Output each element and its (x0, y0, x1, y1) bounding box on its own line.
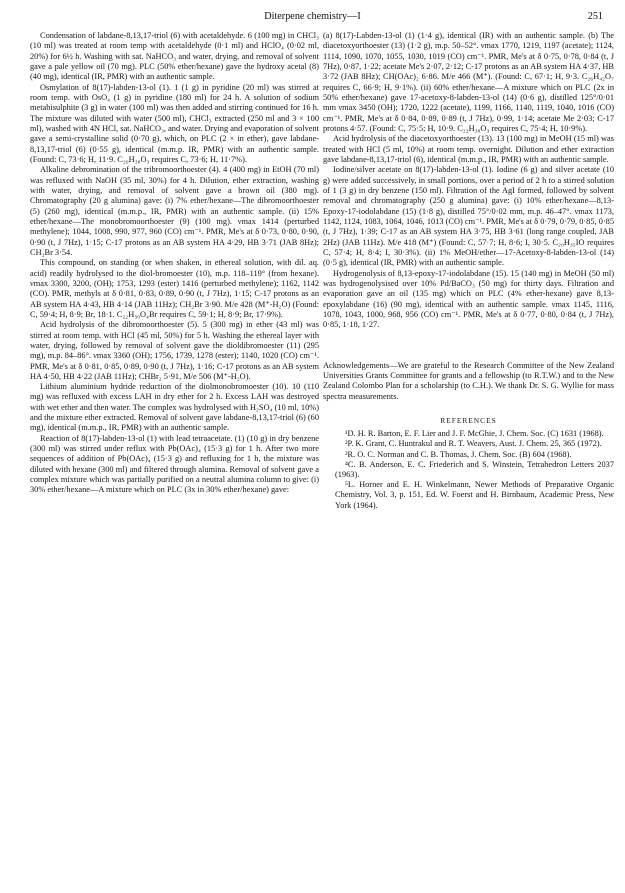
references-heading: REFERENCES (440, 415, 497, 425)
acknowledgements: Acknowledgements—We are grateful to the Research Committee of the New Zealand Universities Grants Committee for grants and a fellowship (to R.T.W.) and to the New Zealand Colombo Plan for a scholarship (to C.H.). We thank Dr. S. G. Wyllie for mass spectra measurements. (323, 360, 614, 401)
reference-item: ¹D. H. R. Barton, E. F. Lier and J. F. McGhie, J. Chem. Soc. (C) 1631 (1968). (345, 429, 604, 439)
reference-item: ⁵L. Horner and E. H. Winkelmann, Newer Methods of Preparative Organic Chemistry, Vol. 3, p. 151, Ed. W. Foerst and H. Birnbaum, Academic Press, New York (1964). (335, 480, 614, 510)
section-gap (323, 331, 614, 361)
running-title: Diterpene chemistry—I (264, 11, 361, 22)
running-header (0, 11, 625, 27)
paragraph: Reaction of 8(17)-labden-13-ol (1) with lead tetraacetate. (1) (10 g) in dry benzene (300 ml) was stirred under reflux with Pb(OAc)₄ (15·3 g) for 1 h. After two more sequences of addition of Pb(OAc)₄ (15·3 g) and refluxing for 1 h, the mixture was diluted with hexane (300 ml) and filtered through alumina. Removal of solvent gave a complex mixture which was partially purified on a neutral alumina column to give: (i) 30% ether/hexane—A mixture which on PLC (3x in 30% ether/hexane) gave: (30, 433, 319, 495)
paragraph: (a) 8(17)-Labden-13-ol (1) (1·4 g), identical (IR) with an authentic sample. (b) The diacetoxyorthoester (13) (1·2 g), m.p. 50–52°. νmax 1770, 1219, 1197 (acetate); 1124, 1114, 1090, 1070, 1055, 1030, 1019 (CO) cm⁻¹. PMR, Me's at δ 0·75, 0·78, 0·84 (t, J 7Hz), 0·87, 1·22; acetate Me's 2·07, 2·12; C-17 protons as an AB system HA 4·37, HB 3·72 (JAB 8Hz); CH(OAc)₂ 6·86. M/e 466 (M⁺). (Found: C, 67·1; H, 9·3. C₂₆H₄₂O₇ requires C, 66·9; H, 9·1%). (ii) 60% ether/hexane—A mixture which on PLC (2x in 50% ether/hexane) gave 17-acetoxy-8-labden-13-ol (14) (0·6 g), distilled 125°/0·01 mm νmax 3450 (OH); 1720, 1222 (acetate), 1199, 1166, 1140, 1119, 1040, 1016 (CO) cm⁻¹. PMR, Me's at δ 0·84, 0·89, 0·89 (t, J 7Hz), 0·99, 1·14; acetate Me 2·03; C-17 protons 4·57. (Found: C, 75·5; H, 10·9. C₂₂H₃₈O₃ requires C, 75·4; H, 10·9%). (323, 31, 614, 133)
paragraph: This compound, on standing (or when shaken, in ethereal solution, with dil. aq. acid) readily hydrolysed to the diol-bromoester (10), m.p. 118–119° (from hexane). νmax 3300, 3200, (OH); 1753, 1293 (ester) 1416 (perturbed methylene); 1162, 1142 (CO). PMR, methyls at δ 0·81, 0·83, 0·89, 0·90 (t, J 7Hz), 1·15; C-17 protons as an AB system HA 4·43, HB 4·14 (JAB 11Hz); CH₂Br 3·90. M/e 428 (M⁺-H₂O) (Found: C, 59·4; H, 8·9; Br, 18·1. C₂₂H₃₉O₄Br requires C, 59·1; H, 8·9; Br, 17·9%). (30, 258, 319, 319)
left-column (30, 31, 319, 496)
paragraph: Acid hydrolysis of the dibromoorthoester (5). 5 (300 mg) in ether (43 ml) was stirred at room temp. with HCl (45 ml, 50%) for 5 h. Washing the ethereal layer with water, drying, followed by removal of solvent gave the dioldibromoester (11) (295 mg), m.p. 84–86°. νmax 3360 (OH); 1756, 1739, 1278 (ester); 1140, 1020 (CO) cm⁻¹. PMR, Me's at δ 0·81, 0·85, 0·89, 0·90 (t, J 7Hz), 1·16; C-17 protons as an AB system HA 4·50, HB 4·22 (JAB 11Hz); CHBr₂ 5·91, M/e 506 (M⁺-H₂O). (30, 320, 319, 381)
paragraph: Acid hydrolysis of the diacetoxyorthoester (13). 13 (100 mg) in MeOH (15 ml) was treated with HCl (5 ml, 10%) at room temp. overnight. Dilution and ether extraction gave labdane-8,13,17-triol (6), identical (m.m.p., IR, PMR) with an authentic sample. (323, 134, 614, 164)
page-number: 251 (587, 11, 603, 22)
paragraph: Alkaline debromination of the tribromoorthoester (4). 4 (400 mg) in EtOH (70 ml) was refluxed with NaOH (35 ml, 30%) for 4 h. Dilution, ether extraction, washing with water, drying, and removal of solvent gave a brown oil (380 mg). Chromatography (20 g alumina) gave: (i) 7% ether/hexane—The dibromoorthoester (5) (260 mg), identical (m.m.p., IR, PMR) with an authentic sample. (ii) 15% ether/hexane—The monobromoorthoester (9) (100 mg). νmax 1414 (perturbed methylene); 1044, 1008, 990, 977, 960 (CO) cm⁻¹. PMR, Me's at δ 0·73, 0·80, 0·90, 0·90 (t, J 7Hz), 1·15; C-17 protons as an AB system HA 4·29, HB 3·71 (JAB 8Hz); CH₂Br 3·54. (30, 165, 319, 257)
paragraph: Lithium aluminium hydride reduction of the diolmonobromoester (10). 10 (110 mg) was refluxed with excess LAH in dry ether for 2 h. Excess LAH was destroyed with wet ether and then water. The complex was hydrolysed with H₂SO₄ (10 ml, 10%) and the mixture ether extracted. Removal of solvent gave labdane-8,13,17-triol (6) (60 mg), identical (m.m.p., IR, PMR) with an authentic sample. (30, 382, 319, 433)
right-column (323, 31, 614, 511)
reference-item: ³R. O. C. Norman and C. B. Thomas, J. Chem. Soc. (B) 604 (1968). (345, 449, 572, 459)
paragraph: Condensation of labdane-8,13,17-triol (6) with acetaldehyde. 6 (100 mg) in CHCl₃ (10 ml) was treated at room temp with acetaldehyde (0·1 ml) and HClO₄ (0·02 ml, 20%) for 6½ h. Washing with sat. NaHCO₃ and water, drying, and removal of solvent gave a pale yellow oil (70 mg). PLC (50% ether/hexane) gave the hydroxy acetal (8) (40 mg), identical (IR, PMR) with an authentic sample. (30, 31, 319, 82)
reference-item: ⁴C. B. Anderson, E. C. Friederich and S. Winstein, Tetrahedron Letters 2037 (1963). (335, 459, 614, 479)
paragraph: Hydrogenolysis of 8,13-epoxy-17-iodolabdane (15). 15 (140 mg) in MeOH (50 ml) was hydrogenolysised over 10% Pd/BaCO₃ (50 mg) for thirty days. Filtration and evaporation gave an oil (135 mg) which on PLC (4% ether-hexane) gave 8,13-epoxylabdane (16) (90 mg), identical with an authentic sample. νmax 1145, 1116, 1078, 1043, 1000, 968, 956 (CO) cm⁻¹. PMR, Me's at δ 0·77, 0·80, 0·84 (t, J 7Hz), 0·85, 1·18, 1·27. (323, 268, 614, 330)
paragraph: Osmylation of 8(17)-labden-13-ol (1). 1 (1 g) in pyridine (20 ml) was stirred at room temp. with OsO₄ (1 g) in pyridine (180 ml) for 24 h. A solution of sodium metabisulphite (3 g) in water (100 ml) was then added and stirring continued for 16 h. The mixture was diluted with water (500 ml), CHCl₃ extracted (250 ml and 3 × 100 ml), washed with 4N HCl, sat. NaHCO₃, and water. Drying and evaporation of solvent gave a semi-crystalline solid (0·70 g), which, on PLC (2 × in ether), gave labdane-8,13,17-triol (6) (0·55 g), identical (m.m.p. IR, PMR) with an authentic sample. (Found: C, 73·6; H, 11·9. C₂₀H₃₈O₃ requires C, 73·6; H, 11·7%). (30, 82, 319, 164)
reference-item: ²P. K. Grant, C. Huntrakul and R. T. Weavers, Aust. J. Chem. 25, 365 (1972). (345, 439, 602, 449)
paragraph: Iodine/silver acetate on 8(17)-labden-13-ol (1). Iodine (6 g) and silver acetate (10 g) were added successively, in small portions, over a period of 2 h to a stirred solution of 1 (3 g) in dry benzene (150 ml). Filtration of the AgI formed, followed by solvent removal and chromatography (250 g alumina) gave: (i) 10% ether/hexane—8,13-Epoxy-17-iodolabdane (15) (1·8 g), distilled 75°/0·02 mm, m.p. 46–47°. νmax 1173, 1142, 1124, 1083, 1064, 1046, 1013 (CO) cm⁻¹. PMR, Me's at δ 0·79, 0·79, 0·85, 0·85 (t, J 7Hz), 1·39; C-17 as an AB system HA 3·75, HB 3·61 (long range coupled, JAB 2Hz) (JAB 11Hz). M/e 418 (M⁺) (Found: C, 57·7; H, 8·6; I, 30·5. C₂₀H₃₅IO requires C, 57·4; H, 8·4; I, 30·3%). (ii) 1% MeOH/ether—17-Acetoxy-8-labden-13-ol (14) (0·5 g), identical (IR, PMR) with an authentic sample. (323, 165, 614, 268)
